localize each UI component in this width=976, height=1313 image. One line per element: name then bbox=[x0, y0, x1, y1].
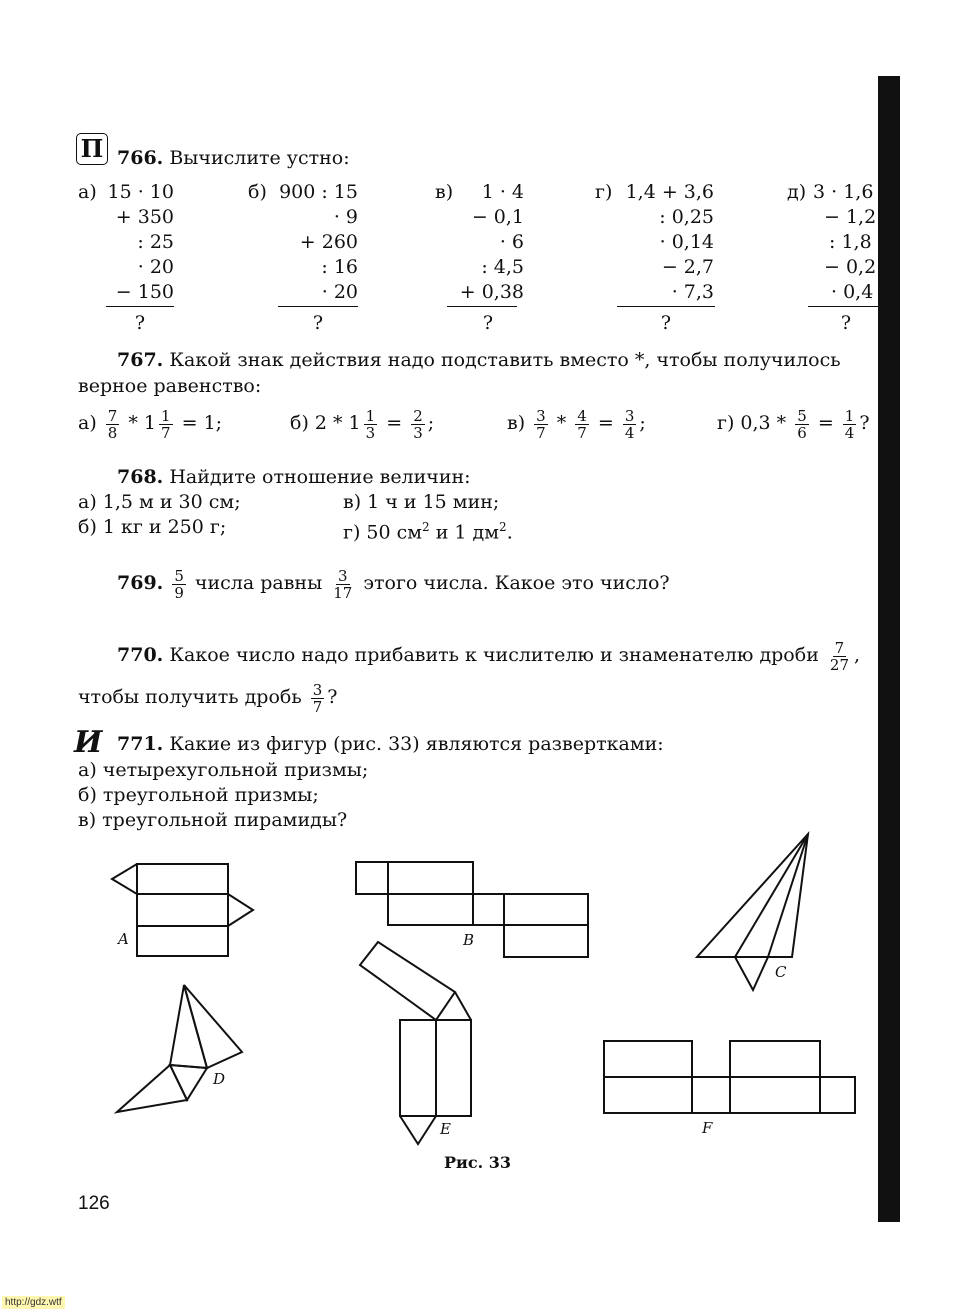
net-b bbox=[356, 862, 588, 957]
calc-line: 3 · 1,6 bbox=[813, 181, 874, 203]
task-text: Какое число надо прибавить к числителю и знаменателю дроби bbox=[169, 644, 819, 666]
operator: * bbox=[556, 412, 567, 434]
answer-rule bbox=[808, 306, 878, 307]
equals-sign: = bbox=[386, 412, 403, 434]
item-label: г) 0,3 * bbox=[717, 412, 787, 434]
task-number: 767. bbox=[117, 349, 164, 371]
item-a: а) 1,5 м и 30 см; bbox=[78, 491, 241, 513]
task-number: 770. bbox=[117, 644, 164, 666]
task-number: 769. bbox=[117, 572, 164, 594]
item-v: в) 1 ч и 15 мин; bbox=[343, 491, 500, 513]
item-label: в) bbox=[507, 412, 526, 434]
calc-line: · 6 bbox=[499, 231, 524, 253]
calc-line: : 1,8 bbox=[829, 231, 872, 253]
calc-line: : 25 bbox=[137, 231, 174, 253]
calc-line: : 16 bbox=[321, 256, 358, 278]
fraction: $\frac{5}{6}$ bbox=[797, 406, 807, 442]
column-label-d: д) bbox=[787, 181, 807, 203]
answer-rule bbox=[106, 306, 174, 307]
calc-line: − 150 bbox=[115, 281, 174, 303]
oral-task-icon: П bbox=[76, 133, 108, 165]
fraction: $\frac{1}{3}$ bbox=[365, 406, 376, 442]
fraction: $\frac{2}{3}$ bbox=[413, 406, 423, 442]
equals-sign: = bbox=[597, 412, 614, 434]
item-label: б) 2 * 1 bbox=[290, 412, 361, 434]
task-text: Какой знак действия надо подставить вместо *, чтобы получилось bbox=[169, 349, 841, 371]
task-770-line2: чтобы получить дробь $\frac{3}{7}$ ? bbox=[78, 680, 338, 716]
watermark-link[interactable]: http://gdz.wtf bbox=[2, 1296, 65, 1309]
item-label: а) bbox=[78, 412, 97, 434]
column-label-g: г) bbox=[595, 181, 613, 203]
calc-line: · 0,14 bbox=[659, 231, 714, 253]
task-number: 766. bbox=[117, 147, 164, 169]
calc-line: 1,4 + 3,6 bbox=[625, 181, 714, 203]
calc-line: + 0,38 bbox=[459, 281, 524, 303]
equation-v bbox=[507, 400, 646, 446]
task-768-heading bbox=[117, 466, 471, 488]
answer-rule bbox=[447, 306, 517, 307]
column-label-a: а) bbox=[78, 181, 97, 203]
answer-mark: ? bbox=[482, 312, 494, 334]
equation-tail: ; bbox=[639, 412, 646, 434]
item-v: в) треугольной пирамиды? bbox=[78, 809, 348, 831]
fraction: $\frac{3}{7}$ bbox=[536, 406, 546, 442]
figure-caption: Рис. 33 bbox=[444, 1153, 512, 1172]
calc-line: · 0,4 bbox=[831, 281, 874, 303]
answer-mark: ? bbox=[312, 312, 324, 334]
fraction: $\frac{3}{4}$ bbox=[624, 406, 635, 442]
operator: * 1 bbox=[128, 412, 157, 434]
calc-line: − 0,1 bbox=[471, 206, 524, 228]
label-a: A bbox=[118, 930, 129, 948]
column-label-v: в) bbox=[435, 181, 454, 203]
label-b: B bbox=[463, 931, 475, 949]
equation-a bbox=[78, 400, 222, 446]
net-c bbox=[697, 834, 808, 990]
equation-tail: = 1; bbox=[181, 412, 223, 434]
task-text: Какие из фигур (рис. 33) являются развертками: bbox=[169, 733, 664, 755]
calc-line: : 4,5 bbox=[481, 256, 524, 278]
answer-mark: ? bbox=[840, 312, 852, 334]
task-766-heading bbox=[117, 147, 350, 169]
equals-sign: = bbox=[817, 412, 834, 434]
item-a: а) четырехугольной призмы; bbox=[78, 759, 369, 781]
calc-line: · 7,3 bbox=[671, 281, 714, 303]
task-text: этого числа. Какое это число? bbox=[363, 572, 670, 594]
label-c: C bbox=[775, 963, 787, 981]
calc-line: · 20 bbox=[321, 281, 358, 303]
task-text: Найдите отношение величин: bbox=[169, 466, 471, 488]
equation-b bbox=[290, 400, 434, 446]
answer-mark: ? bbox=[134, 312, 146, 334]
calc-line: − 2,7 bbox=[661, 256, 714, 278]
task-text: Вычислите устно: bbox=[169, 147, 350, 169]
task-number: 771. bbox=[117, 733, 164, 755]
task-770-line1: 770. Какое число надо прибавить к числителю и знаменателю дроби $\frac{7}{27}$ , bbox=[117, 638, 861, 674]
net-d bbox=[117, 985, 242, 1112]
net-e bbox=[360, 942, 471, 1144]
answer-rule bbox=[617, 306, 715, 307]
label-e: E bbox=[440, 1120, 451, 1138]
fraction: $\frac{7}{27}$ bbox=[829, 638, 849, 674]
calc-line: 15 · 10 bbox=[107, 181, 174, 203]
fraction: $\frac{7}{8}$ bbox=[107, 406, 118, 442]
fraction: $\frac{4}{7}$ bbox=[577, 406, 587, 442]
answer-mark: ? bbox=[660, 312, 672, 334]
calc-line: 900 : 15 bbox=[279, 181, 358, 203]
research-task-icon: И bbox=[74, 725, 103, 760]
answer-rule bbox=[278, 306, 358, 307]
task-number: 768. bbox=[117, 466, 164, 488]
calc-line: + 260 bbox=[299, 231, 358, 253]
equation-tail: ; bbox=[427, 412, 435, 434]
column-label-b: б) bbox=[248, 181, 267, 203]
scan-edge-strip bbox=[878, 76, 900, 1222]
task-771-heading bbox=[117, 733, 664, 755]
item-b: б) 1 кг и 250 г; bbox=[78, 516, 227, 538]
label-d: D bbox=[213, 1070, 226, 1088]
calc-line: + 350 bbox=[115, 206, 174, 228]
task-767-line2: верное равенство: bbox=[78, 375, 262, 397]
calc-line: · 9 bbox=[333, 206, 358, 228]
equation-g bbox=[717, 400, 870, 446]
calc-line: : 0,25 bbox=[659, 206, 714, 228]
task-769 bbox=[117, 560, 670, 606]
fraction: $\frac{5}{9}$ bbox=[174, 566, 184, 602]
task-text: чтобы получить дробь bbox=[78, 686, 302, 708]
page-number: 126 bbox=[78, 1193, 110, 1214]
item-g: г) 50 $см^2$ и 1 $дм^2$. bbox=[343, 520, 513, 544]
task-767-line1 bbox=[117, 349, 841, 371]
net-f bbox=[604, 1041, 855, 1113]
calc-line: · 20 bbox=[137, 256, 174, 278]
calc-line: 1 · 4 bbox=[481, 181, 524, 203]
fraction: $\frac{1}{7}$ bbox=[161, 406, 171, 442]
calc-line: − 1,2 bbox=[824, 206, 877, 228]
net-a bbox=[112, 864, 253, 956]
task-text: числа равны bbox=[194, 572, 323, 594]
fraction: $\frac{3}{17}$ bbox=[333, 566, 353, 602]
fraction: $\frac{3}{7}$ bbox=[312, 680, 323, 716]
item-b: б) треугольной призмы; bbox=[78, 784, 319, 806]
equation-tail: ? bbox=[859, 412, 870, 434]
fraction: $\frac{1}{4}$ bbox=[844, 406, 855, 442]
calc-line: − 0,2 bbox=[824, 256, 877, 278]
label-f: F bbox=[702, 1119, 713, 1137]
